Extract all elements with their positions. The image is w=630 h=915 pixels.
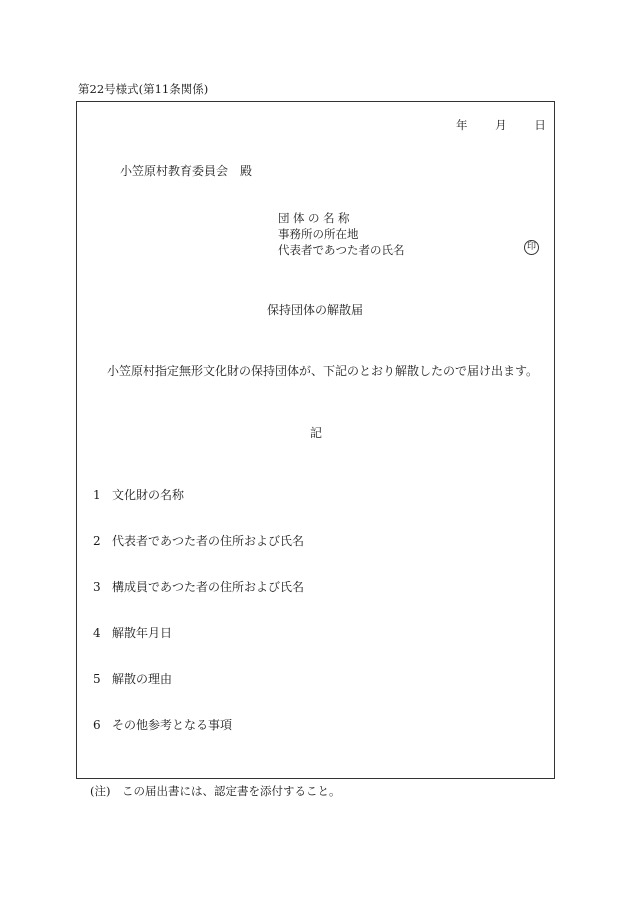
- date-month-label: 月: [495, 118, 507, 132]
- item-label: 解散年月日: [112, 626, 173, 640]
- office-address-label: 事務所の所在地: [278, 227, 359, 241]
- item-label: 文化財の名称: [112, 488, 185, 502]
- list-item: [93, 535, 304, 547]
- item-label: その他参考となる事項: [112, 718, 233, 732]
- seal-icon: 印: [524, 240, 539, 255]
- list-item: [93, 489, 184, 501]
- group-name-label: 団体の名称: [278, 211, 353, 225]
- date-day-label: 日: [534, 118, 546, 132]
- item-number: 2: [93, 534, 101, 548]
- date-line: [456, 120, 546, 132]
- form-header: 第22号様式(第11条関係): [78, 82, 209, 96]
- footnote-label: (注): [90, 784, 111, 798]
- footnote-text: この届出書には、認定書を添付すること。: [122, 784, 341, 798]
- addressee: 小笠原村教育委員会 殿: [120, 164, 253, 178]
- item-label: 代表者であつた者の住所および氏名: [112, 534, 305, 548]
- item-label: 構成員であつた者の住所および氏名: [112, 580, 305, 594]
- applicant-block: [278, 211, 405, 259]
- ki-heading: 記: [310, 426, 323, 440]
- item-number: 3: [93, 580, 101, 594]
- representative-name-label: 代表者であつた者の氏名: [278, 243, 405, 257]
- item-number: 4: [93, 626, 101, 640]
- date-year-label: 年: [456, 118, 468, 132]
- item-number: 6: [93, 718, 101, 732]
- list-item: [93, 581, 304, 593]
- list-item: [93, 673, 172, 685]
- statement-text: 小笠原村指定無形文化財の保持団体が、下記のとおり解散したので届け出ます。: [107, 364, 539, 378]
- item-number: 1: [93, 488, 101, 502]
- item-label: 解散の理由: [112, 672, 173, 686]
- list-item: [93, 719, 232, 731]
- item-number: 5: [93, 672, 101, 686]
- list-item: [93, 627, 172, 639]
- footnote: [90, 786, 341, 798]
- document-title: 保持団体の解散届: [267, 303, 364, 317]
